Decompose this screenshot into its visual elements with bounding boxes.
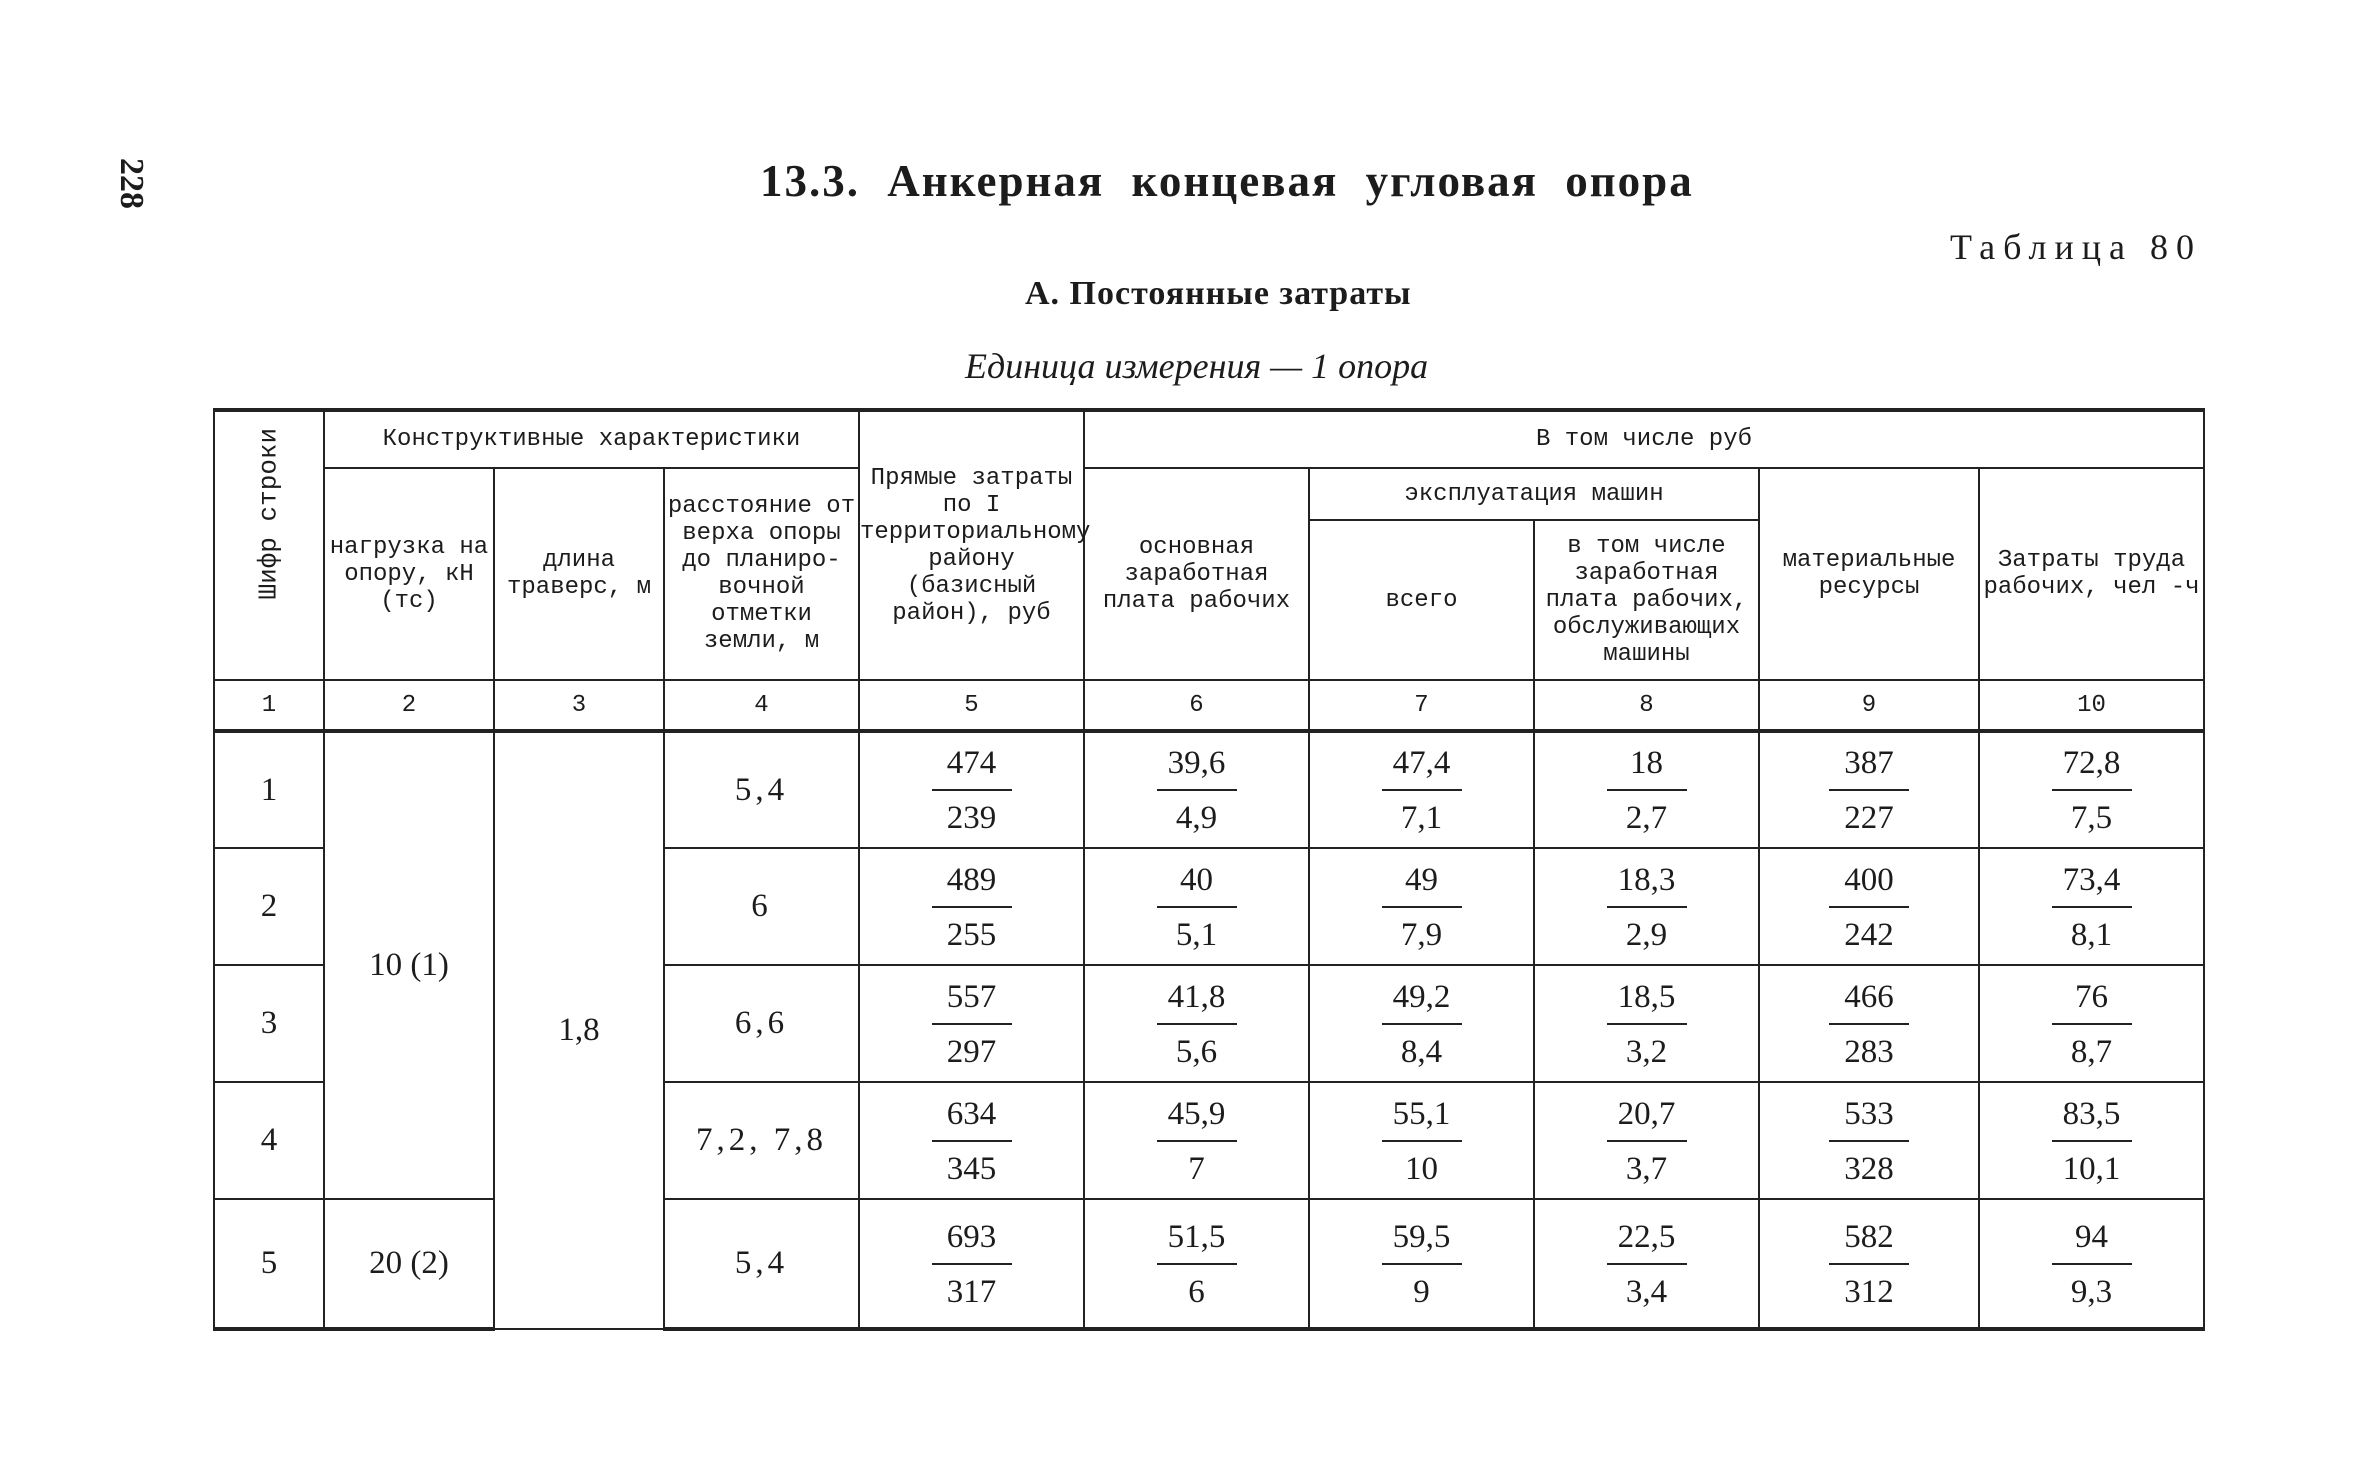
wages-labor-value: 6 [1188,1273,1205,1310]
labor-sub-value: 10,1 [2062,1150,2121,1187]
machine-wages-cell [1534,965,1759,1082]
wages-cell [1084,731,1309,848]
materials-sub-value: 312 [1844,1273,1894,1310]
machine-wages-sub-value: 2,9 [1625,916,1668,953]
machine-wages-value: 18,5 [1607,978,1687,1025]
wages-labor-value: 7 [1188,1150,1205,1187]
column-number: 6 [1084,680,1309,731]
cost-norms-table [213,408,2205,1331]
header-constructive: Конструктивные характеристики [324,410,859,468]
machine-wages-value: 22,5 [1607,1218,1687,1265]
load-value: 20 (2) [324,1199,494,1329]
direct-costs-value: 489 [932,861,1012,908]
machines-total-value: 49,2 [1382,978,1462,1025]
wages-labor-value: 4,9 [1175,800,1218,836]
machine-wages-cell [1534,731,1759,848]
machines-total-cell [1309,731,1534,848]
machine-wages-cell [1534,1082,1759,1199]
header-wages: основная заработная плата рабочих [1084,468,1309,680]
header-distance: расстояние от верха опоры до планиро-вочной отметки земли, м [664,468,859,680]
table-number: Таблица 80 [1950,227,2202,267]
wages-cell [1084,965,1309,1082]
materials-cell [1759,1199,1979,1329]
materials-sub-value: 242 [1844,916,1894,953]
machine-wages-value: 18 [1607,744,1687,791]
header-code-label: Шифр строки [253,427,284,600]
machines-total-sub-value: 8,4 [1400,1033,1443,1070]
labor-sub-value: 9,3 [2070,1273,2113,1310]
machines-total-sub-value: 7,1 [1400,800,1443,836]
header-materials: материальные ресурсы [1759,468,1979,680]
wages-value: 40 [1157,861,1237,908]
direct-costs-wages-value: 255 [946,916,997,953]
direct-costs-cell [859,731,1084,848]
column-number: 1 [214,680,324,731]
labor-cell [1979,848,2204,965]
materials-cell [1759,1082,1979,1199]
labor-value: 83,5 [2052,1095,2132,1142]
row-code: 5 [214,1199,324,1329]
materials-value: 387 [1829,744,1909,791]
header-length: длина траверс, м [494,468,664,680]
machines-total-cell [1309,1082,1534,1199]
direct-costs-value: 474 [932,744,1012,791]
labor-value: 76 [2052,978,2132,1025]
header-machine-wages: в том числе заработная плата рабочих, обслуживающих машины [1534,520,1759,680]
page-number: 228 [113,158,150,209]
header-code [214,410,324,680]
labor-value: 94 [2052,1218,2132,1265]
header-including: В том числе руб [1084,410,2204,468]
direct-costs-wages-value: 317 [946,1273,997,1310]
machines-total-cell [1309,848,1534,965]
row-code: 4 [214,1082,324,1199]
machine-wages-value: 20,7 [1607,1095,1687,1142]
machine-wages-sub-value: 2,7 [1625,800,1668,836]
materials-sub-value: 227 [1844,800,1894,836]
materials-value: 466 [1829,978,1909,1025]
materials-value: 400 [1829,861,1909,908]
materials-cell [1759,848,1979,965]
table-row [214,731,2204,848]
header-machines: эксплуатация машин [1309,468,1759,520]
header-machines-total: всего [1309,520,1534,680]
labor-value: 72,8 [2052,744,2132,791]
labor-sub-value: 8,1 [2070,916,2113,953]
machine-wages-cell [1534,848,1759,965]
materials-sub-value: 328 [1844,1150,1894,1187]
subsection-title: А. Постоянные затраты [1025,275,1412,312]
wages-value: 51,5 [1157,1218,1237,1265]
direct-costs-wages-value: 239 [946,800,997,836]
wages-value: 41,8 [1157,978,1237,1025]
direct-costs-value: 557 [932,978,1012,1025]
machines-total-sub-value: 10 [1405,1150,1438,1187]
wages-value: 39,6 [1157,744,1237,791]
direct-costs-cell [859,1199,1084,1329]
machines-total-value: 47,4 [1382,744,1462,791]
direct-costs-value: 634 [932,1095,1012,1142]
row-code: 3 [214,965,324,1082]
unit-of-measure: Единица измерения — 1 опора [965,346,1429,386]
labor-value: 73,4 [2052,861,2132,908]
header-load: нагрузка на опору, кН (тс) [324,468,494,680]
labor-cell [1979,731,2204,848]
machines-total-cell [1309,965,1534,1082]
row-code: 1 [214,731,324,848]
labor-cell [1979,1199,2204,1329]
header-direct-costs: Прямые затраты по I территориальному району (базисный район), руб [859,410,1084,680]
direct-costs-cell [859,965,1084,1082]
machines-total-sub-value: 7,9 [1400,916,1443,953]
materials-value: 533 [1829,1095,1909,1142]
column-number: 8 [1534,680,1759,731]
column-number: 4 [664,680,859,731]
wages-cell [1084,1199,1309,1329]
labor-cell [1979,965,2204,1082]
machines-total-value: 55,1 [1382,1095,1462,1142]
machines-total-sub-value: 9 [1413,1273,1430,1310]
length-value: 1,8 [494,731,664,1329]
column-number: 10 [1979,680,2204,731]
materials-cell [1759,731,1979,848]
direct-costs-cell [859,1082,1084,1199]
column-number: 5 [859,680,1084,731]
distance-value: 5,4 [664,1199,859,1329]
machine-wages-sub-value: 3,2 [1625,1033,1668,1070]
machines-total-value: 49 [1382,861,1462,908]
wages-labor-value: 5,1 [1175,916,1218,953]
machine-wages-sub-value: 3,4 [1625,1273,1668,1310]
direct-costs-cell [859,848,1084,965]
column-number: 9 [1759,680,1979,731]
distance-value: 6 [664,848,859,965]
labor-sub-value: 7,5 [2070,800,2113,836]
row-code: 2 [214,848,324,965]
load-value: 10 (1) [324,731,494,1199]
distance-value: 6,6 [664,965,859,1082]
labor-cell [1979,1082,2204,1199]
wages-cell [1084,848,1309,965]
column-number: 7 [1309,680,1534,731]
direct-costs-wages-value: 345 [946,1150,997,1187]
machines-total-cell [1309,1199,1534,1329]
machine-wages-sub-value: 3,7 [1625,1150,1668,1187]
section-title: 13.3. Анкерная концевая угловая опора [760,156,1694,206]
distance-value: 7,2, 7,8 [664,1082,859,1199]
wages-value: 45,9 [1157,1095,1237,1142]
machine-wages-cell [1534,1199,1759,1329]
machine-wages-value: 18,3 [1607,861,1687,908]
labor-sub-value: 8,7 [2070,1033,2113,1070]
header-labor: Затраты труда рабочих, чел -ч [1979,468,2204,680]
materials-cell [1759,965,1979,1082]
wages-labor-value: 5,6 [1175,1033,1218,1070]
direct-costs-wages-value: 297 [946,1033,997,1070]
machines-total-value: 59,5 [1382,1218,1462,1265]
direct-costs-value: 693 [932,1218,1012,1265]
wages-cell [1084,1082,1309,1199]
column-number: 3 [494,680,664,731]
distance-value: 5,4 [664,731,859,848]
materials-value: 582 [1829,1218,1909,1265]
column-number: 2 [324,680,494,731]
materials-sub-value: 283 [1844,1033,1894,1070]
